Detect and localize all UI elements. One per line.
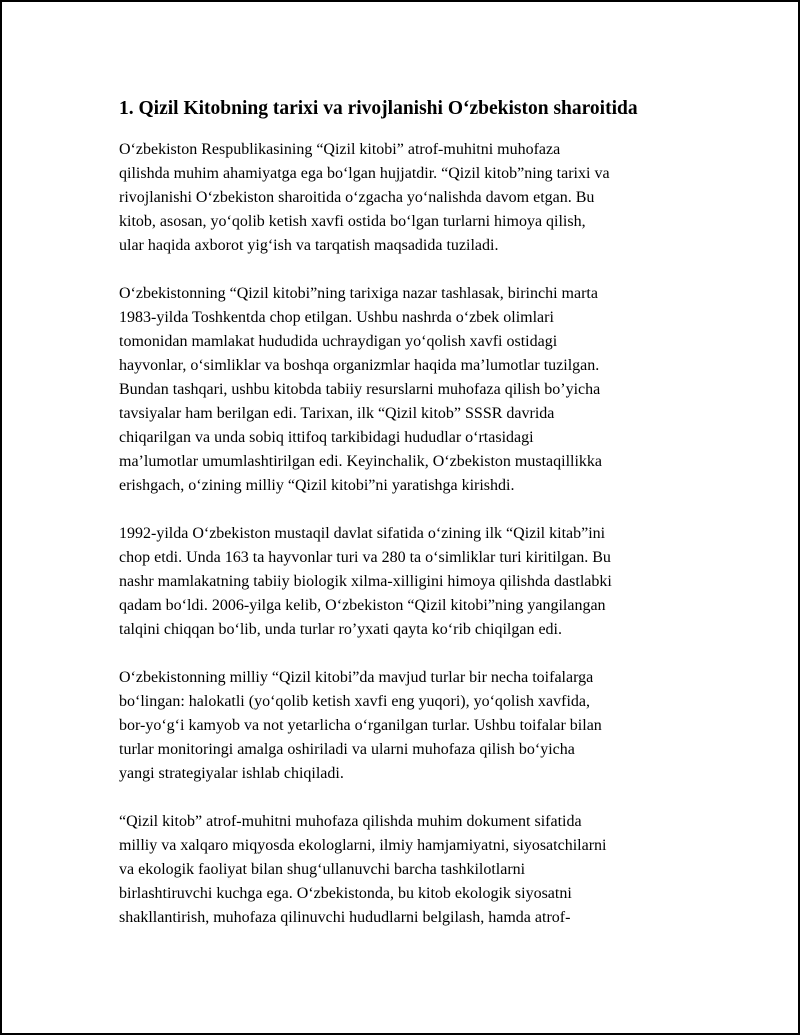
paragraph-line: O‘zbekistonning milliy “Qizil kitobi”da mavjud turlar bir necha toifalarga xyxy=(119,669,594,686)
paragraph-2 xyxy=(119,282,689,498)
paragraph-line: tomonidan mamlakat hududida uchraydigan yo‘qolish xavfi ostidagi xyxy=(119,333,558,350)
paragraph-line: shakllantirish, muhofaza qilinuvchi hududlarni belgilash, hamda atrof- xyxy=(119,909,571,926)
paragraph-line: O‘zbekiston Respublikasining “Qizil kitobi” atrof-muhitni muhofaza xyxy=(119,141,561,158)
paragraph-line: Bundan tashqari, ushbu kitobda tabiiy resurslarni muhofaza qilish bo’yicha xyxy=(119,381,601,398)
paragraph-line: bo‘lingan: halokatli (yo‘qolib ketish xavfi eng yuqori), yo‘qolish xavfida, xyxy=(119,693,591,710)
paragraph-line: milliy va xalqaro miqyosda ekologlarni, ilmiy hamjamiyatni, siyosatchilarni xyxy=(119,837,607,854)
paragraph-line: turlar monitoringi amalga oshiriladi va ularni muhofaza qilish bo‘yicha xyxy=(119,741,575,758)
paragraph-line: nashr mamlakatning tabiiy biologik xilma-xilligini himoya qilishda dastlabki xyxy=(119,573,612,590)
paragraph-line: tavsiyalar ham berilgan edi. Tarixan, ilk “Qizil kitob” SSSR davrida xyxy=(119,405,555,422)
paragraph-line: ma’lumotlar umumlashtirilgan edi. Keyinchalik, O‘zbekiston mustaqillikka xyxy=(119,453,603,470)
paragraph-line: kitob, asosan, yo‘qolib ketish xavfi ostida bo‘lgan turlarni himoya qilish, xyxy=(119,213,586,230)
paragraph-line: birlashtiruvchi kuchga ega. O‘zbekistonda, bu kitob ekologik siyosatni xyxy=(119,885,572,902)
paragraph-line: hayvonlar, o‘simliklar va boshqa organizmlar haqida ma’lumotlar tuzilgan. xyxy=(119,357,600,374)
paragraph-line: 1992-yilda O‘zbekiston mustaqil davlat sifatida o‘zining ilk “Qizil kitab”ini xyxy=(119,525,606,542)
paragraph-3 xyxy=(119,522,689,642)
paragraph-line: va ekologik faoliyat bilan shug‘ullanuvchi barcha tashkilotlarni xyxy=(119,861,526,878)
paragraph-line: talqini chiqqan bo‘lib, unda turlar ro’yxati qayta ko‘rib chiqilgan edi. xyxy=(119,621,562,638)
paragraph-line: 1983-yilda Toshkentda chop etilgan. Ushbu nashrda o‘zbek olimlari xyxy=(119,309,554,326)
paragraph-line: erishgach, o‘zining milliy “Qizil kitobi”ni yaratishga kirishdi. xyxy=(119,477,515,494)
section-heading: 1. Qizil Kitobning tarixi va rivojlanishi O‘zbekiston sharoitida xyxy=(119,98,638,119)
paragraph-line: ular haqida axborot yig‘ish va tarqatish maqsadida tuziladi. xyxy=(119,237,499,254)
paragraph-line: chop etdi. Unda 163 ta hayvonlar turi va 280 ta o‘simliklar turi kiritilgan. Bu xyxy=(119,549,611,566)
paragraph-line: qadam bo‘ldi. 2006-yilga kelib, O‘zbekiston “Qizil kitobi”ning yangilangan xyxy=(119,597,606,614)
paragraph-4 xyxy=(119,666,689,786)
paragraph-line: qilishda muhim ahamiyatga ega bo‘lgan hujjatdir. “Qizil kitob”ning tarixi va xyxy=(119,165,610,182)
paragraph-line: yangi strategiyalar ishlab chiqiladi. xyxy=(119,765,344,782)
paragraph-line: rivojlanishi O‘zbekiston sharoitida o‘zgacha yo‘nalishda davom etgan. Bu xyxy=(119,189,595,206)
paragraph-line: chiqarilgan va unda sobiq ittifoq tarkibidagi hududlar o‘rtasidagi xyxy=(119,429,534,446)
paragraph-line: bor-yo‘g‘i kamyob va not yetarlicha o‘rganilgan turlar. Ushbu toifalar bilan xyxy=(119,717,602,734)
paragraph-line: O‘zbekistonning “Qizil kitobi”ning tarixiga nazar tashlasak, birinchi marta xyxy=(119,285,598,302)
paragraph-5 xyxy=(119,810,689,930)
document-content xyxy=(119,96,689,954)
paragraph-1 xyxy=(119,138,689,258)
paragraph-line: “Qizil kitob” atrof-muhitni muhofaza qilishda muhim dokument sifatida xyxy=(119,813,582,830)
